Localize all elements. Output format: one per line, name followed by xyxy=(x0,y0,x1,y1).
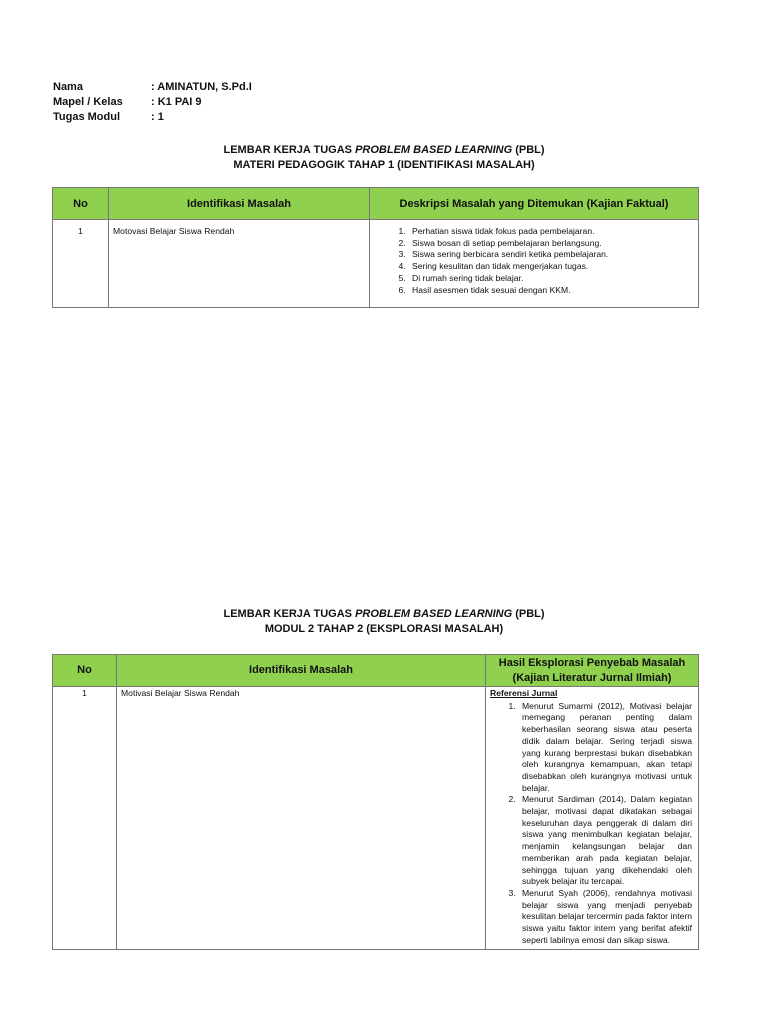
header-row-nama xyxy=(53,80,252,95)
column-header-hasil-line2: (Kajian Literatur Jurnal Ilmiah) xyxy=(512,671,672,684)
section1-title-italic: PROBLEM BASED LEARNING xyxy=(355,144,513,156)
row-hasil xyxy=(486,687,699,950)
list-item: 3. Siswa sering berbicara sendiri ketika pembelajaran. xyxy=(408,249,694,261)
table-row xyxy=(53,687,699,950)
section1-subtitle: MATERI PEDAGOGIK TAHAP 1 (IDENTIFIKASI MASALAH) xyxy=(233,159,535,171)
section1-title xyxy=(0,143,768,173)
column-header-hasil-line1: Hasil Eksplorasi Penyebab Masalah xyxy=(498,656,686,669)
referensi-jurnal-heading: Referensi Jurnal xyxy=(490,688,558,698)
problem-exploration-table xyxy=(52,654,699,950)
list-item: 2. Menurut Sardiman (2014), Dalam kegiatan belajar, motivasi dapat dikatakan sebagai keseluruhan daya penggerak di dalam diri siswa yang menimbulkan kegiatan belajar, menjamin kelangsungan belajar dan memberikan arah pada kegiatan belajar, sehingga tujuan yang dikehendaki oleh subyek belajar itu tercapai. xyxy=(518,794,692,888)
list-item: 6. Hasil asesmen tidak sesuai dengan KKM. xyxy=(408,285,694,297)
tugas-value: : 1 xyxy=(151,111,164,123)
row-masalah: Motivasi Belajar Siswa Rendah xyxy=(117,687,486,950)
mapel-label: Mapel / Kelas xyxy=(53,96,123,108)
identity-header xyxy=(53,80,252,125)
section2-title xyxy=(0,607,768,637)
section2-title-prefix: LEMBAR KERJA TUGAS xyxy=(223,608,356,620)
row-number: 1 xyxy=(53,220,109,308)
tugas-label: Tugas Modul xyxy=(53,111,121,123)
section2-title-line xyxy=(0,607,768,622)
row-number: 1 xyxy=(53,687,117,950)
deskripsi-list xyxy=(390,226,694,296)
row-masalah: Motovasi Belajar Siswa Rendah xyxy=(109,220,370,308)
section2-title-italic: PROBLEM BASED LEARNING xyxy=(355,608,513,620)
column-header-masalah: Identifikasi Masalah xyxy=(109,188,370,220)
header-row-tugas xyxy=(53,110,252,125)
nama-label: Nama xyxy=(53,81,83,93)
section1-title-line xyxy=(0,143,768,158)
list-item: 4. Sering kesulitan dan tidak mengerjakan tugas. xyxy=(408,261,694,273)
section1-title-prefix: LEMBAR KERJA TUGAS xyxy=(223,144,356,156)
list-item: 1. Menurut Sumarmi (2012), Motivasi belajar memegang peranan penting dalam keberhasilan seorang siswa atau peserta didik dalam belajar. Sering terjadi siswa yang kurang berprestasi bukan disebabkan oleh kurangnya kemampuan, akan tetapi disebabkan oleh kurangnya motivasi untuk belajar. xyxy=(518,701,692,795)
header-row-mapel xyxy=(53,95,252,110)
row-deskripsi xyxy=(370,220,699,308)
column-header-no: No xyxy=(53,188,109,220)
problem-identification-table xyxy=(52,187,699,308)
column-header-no: No xyxy=(53,655,117,687)
section1-title-suffix: (PBL) xyxy=(512,144,545,156)
column-header-hasil xyxy=(486,655,699,687)
list-item: 1. Perhatian siswa tidak fokus pada pembelajaran. xyxy=(408,226,694,238)
section2-title-suffix: (PBL) xyxy=(512,608,545,620)
referensi-list xyxy=(498,701,692,947)
mapel-value: : K1 PAI 9 xyxy=(151,96,202,108)
list-item: 5. Di rumah sering tidak belajar. xyxy=(408,273,694,285)
table2-header-row xyxy=(53,655,699,687)
table-row xyxy=(53,220,699,308)
section2-subtitle: MODUL 2 TAHAP 2 (EKSPLORASI MASALAH) xyxy=(264,623,504,635)
column-header-deskripsi: Deskripsi Masalah yang Ditemukan (Kajian Faktual) xyxy=(370,188,699,220)
list-item: 2. Siswa bosan di setiap pembelajaran berlangsung. xyxy=(408,238,694,250)
table1-header-row xyxy=(53,188,699,220)
list-item: 3. Menurut Syah (2006), rendahnya motivasi belajar siswa yang menjadi penyebab kesulitan belajar tercermin pada faktor intern siswa yaitu faktor intern yang berifat afektif seperti labilnya emosi dan sikap siswa. xyxy=(518,888,692,947)
nama-value: : AMINATUN, S.Pd.I xyxy=(151,81,252,93)
column-header-masalah: Identifikasi Masalah xyxy=(117,655,486,687)
